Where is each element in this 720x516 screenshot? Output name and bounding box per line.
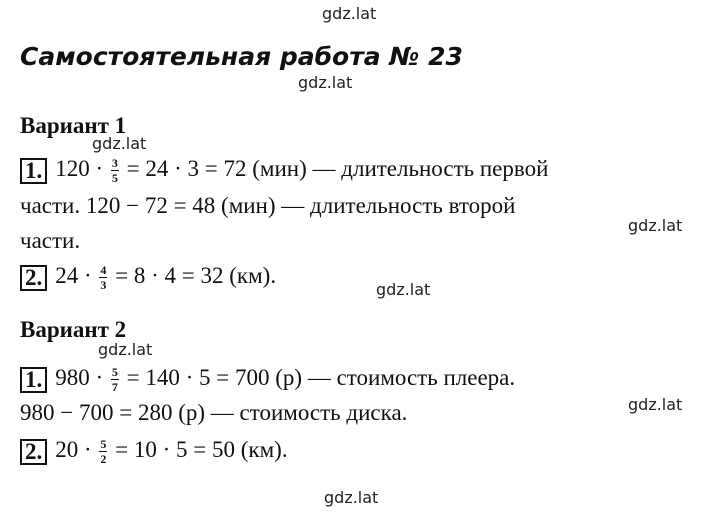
expression-lead: 24 ·: [55, 263, 92, 288]
task-number: 2.: [20, 439, 47, 465]
variant-2-task-1-line-2: 980 − 700 = 280 (р) — стоимость диска.: [20, 400, 408, 425]
watermark: gdz.lat: [628, 395, 683, 414]
expression-lead: 980 ·: [55, 365, 104, 390]
variant-2-task-1: [20, 366, 515, 393]
fraction-numerator: 5: [100, 437, 107, 452]
fraction-numerator: 3: [111, 156, 118, 171]
watermark: gdz.lat: [324, 488, 379, 507]
expression-rest: = 24 · 3 = 72 (мин) — длительность первой: [126, 156, 549, 181]
task-number: 1.: [20, 158, 47, 184]
expression-lead: 120 ·: [55, 156, 104, 181]
variant-1-task-1: [20, 157, 548, 184]
expression-rest: = 8 · 4 = 32 (км).: [115, 263, 277, 288]
task-number: 1.: [20, 367, 47, 393]
variant-1-heading: Вариант 1: [20, 113, 127, 138]
variant-2-heading: Вариант 2: [20, 317, 127, 342]
variant-1-task-2: [20, 264, 276, 291]
fraction: [111, 157, 119, 184]
watermark: gdz.lat: [322, 4, 377, 23]
watermark: gdz.lat: [298, 73, 353, 92]
task-number: 2.: [20, 265, 47, 291]
fraction-denominator: 7: [111, 380, 118, 395]
fraction-denominator: 2: [100, 452, 107, 467]
watermark: gdz.lat: [98, 340, 153, 359]
fraction-denominator: 3: [100, 278, 107, 293]
page-title: Самостоятельная работа № 23: [20, 42, 463, 71]
expression-lead: 20 ·: [55, 437, 92, 462]
watermark: gdz.lat: [376, 280, 431, 299]
fraction: [99, 264, 107, 291]
watermark: gdz.lat: [92, 134, 147, 153]
fraction: [111, 366, 119, 393]
fraction-numerator: 5: [111, 365, 118, 380]
variant-1-task-1-line-3: части.: [20, 228, 81, 253]
fraction-numerator: 4: [100, 263, 107, 278]
expression-rest: = 10 · 5 = 50 (км).: [115, 437, 288, 462]
variant-1-task-1-line-2: части. 120 − 72 = 48 (мин) — длительность второй: [20, 193, 516, 218]
fraction: [99, 438, 107, 465]
watermark: gdz.lat: [628, 216, 683, 235]
expression-rest: = 140 · 5 = 700 (р) — стоимость плеера.: [126, 365, 516, 390]
fraction-denominator: 5: [111, 171, 118, 186]
variant-2-task-2: [20, 438, 288, 465]
